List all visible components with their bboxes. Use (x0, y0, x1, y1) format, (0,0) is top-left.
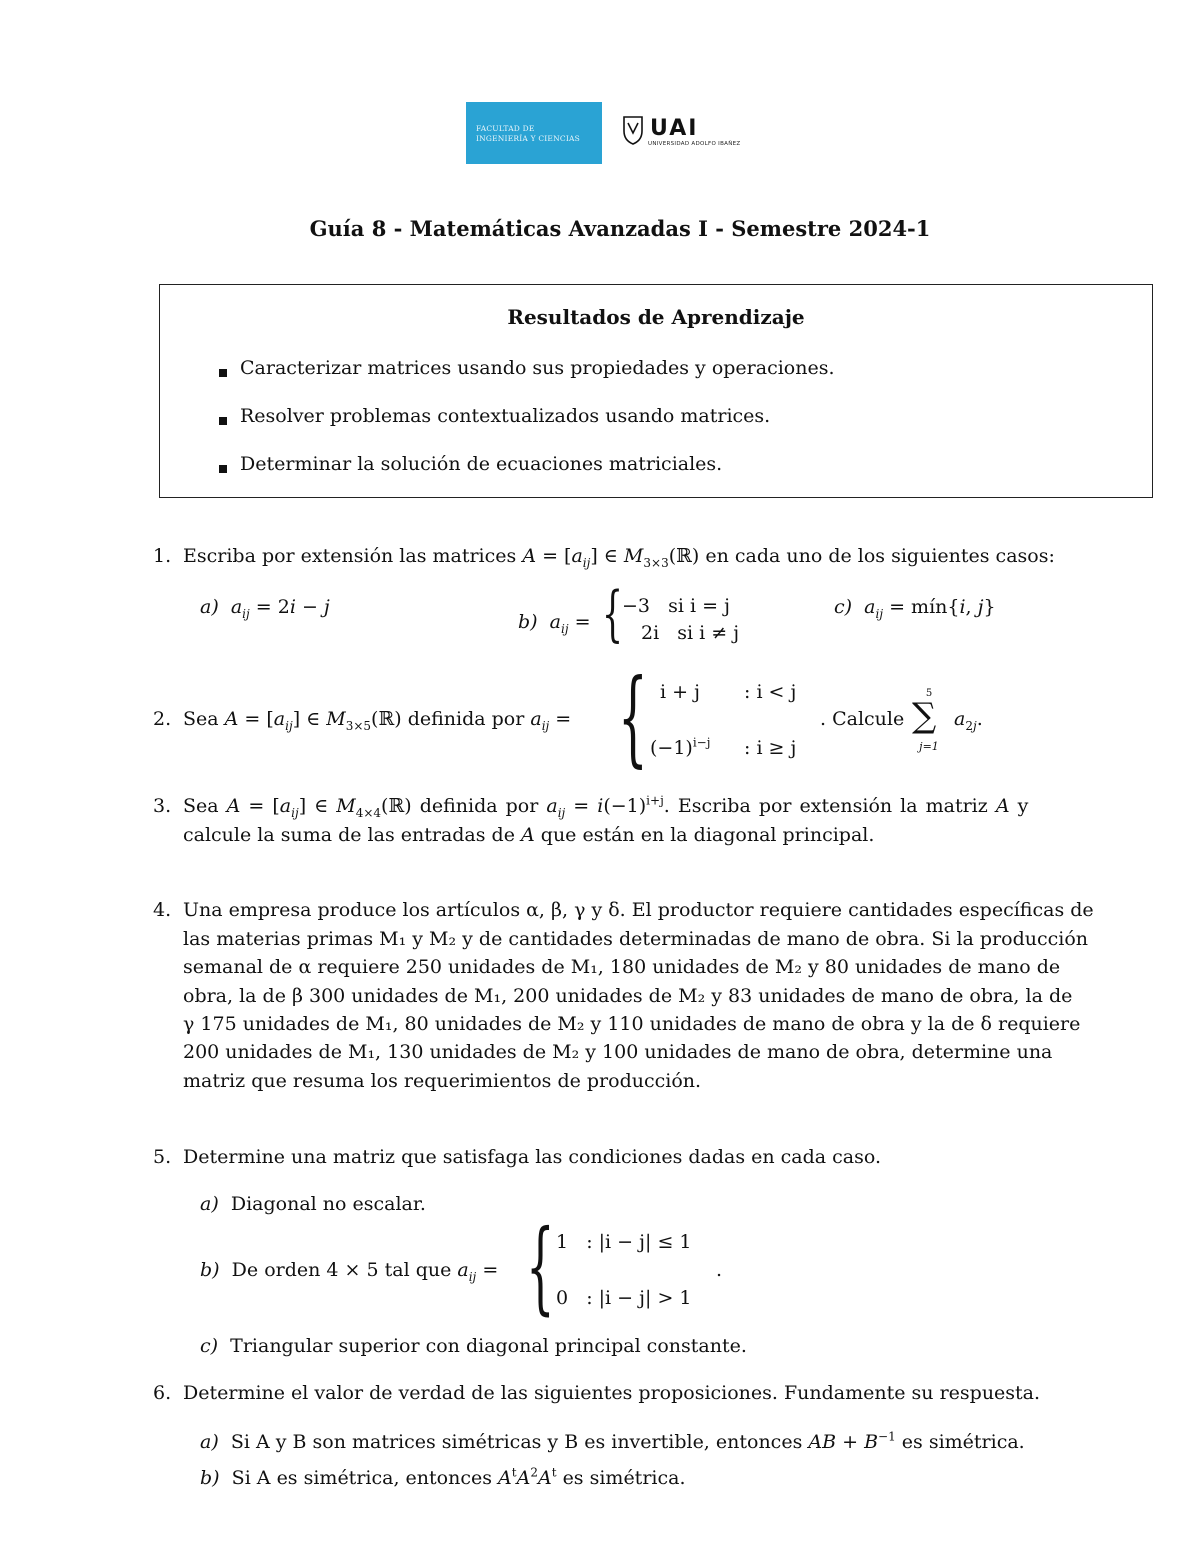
faculty-logo-line-1: FACULTAD DE (476, 124, 535, 133)
problem-5b-brace: { (526, 1208, 555, 1325)
problem-5c (200, 1332, 747, 1360)
problem-2-case-1-cond: : i < j (744, 681, 797, 703)
learning-outcome-3: Determinar la solución de ecuaciones matriciales. (240, 453, 723, 475)
learning-outcomes-box (159, 284, 1153, 498)
problem-2-case-2-value: (−1) (650, 737, 693, 759)
problem-6b: b) Si A es simétrica, entonces $A^tA^2A^t$ es simétrica. (200, 1465, 686, 1489)
problem-5b-case-2: 0 : |i − j| > 1 (556, 1287, 692, 1309)
problem-1a: a) $a_{ij} = 2i - j$ (200, 596, 330, 621)
problem-2-statement: Sea $A = [a_{ij}]$ ∈ $M_{3\times 5}(ℝ)$ definida por $a_{ij}$ = (183, 708, 572, 733)
problem-1a-label: a) (200, 596, 219, 618)
problem-1-statement: Escriba por extensión las matrices $A = [a_{ij}]$ ∈ $M_{3\times 3}(ℝ)$ en cada uno de los siguientes casos: (183, 545, 1055, 570)
problem-5b-label: b) (200, 1259, 220, 1281)
university-logo (622, 115, 756, 153)
bullet-icon (219, 417, 227, 425)
problem-1b-case-2-cond: si i ≠ j (677, 622, 740, 644)
problem-3-calcule: calcule la suma de las entradas de (183, 824, 515, 846)
problem-6-intro: Determine el valor de verdad de las siguientes proposiciones. Fundamente su respuesta. (183, 1382, 1041, 1404)
problem-5b-text: De orden 4 × 5 tal que (231, 1259, 452, 1281)
learning-outcome-1: Caracterizar matrices usando sus propiedades y operaciones. (240, 357, 835, 379)
problem-4-line-7: matriz que resuma los requerimientos de producción. (183, 1070, 702, 1092)
university-logo-text: UAI (650, 116, 699, 141)
problem-3-line-2: calcule la suma de las entradas de A que están en la diagonal principal. (183, 824, 875, 846)
problem-5b: b) De orden 4 × 5 tal que $a_{ij}$ = (200, 1259, 499, 1284)
problem-1c: c) $a_{ij}$ = mín{i, j} (834, 596, 996, 621)
problem-1-text-b: en cada uno de los siguientes casos: (705, 545, 1055, 567)
problem-2-number: 2. (153, 708, 172, 730)
problem-6b-text-1: Si A es simétrica, entonces (231, 1467, 492, 1489)
problem-2-sum-top: 5 (925, 688, 933, 699)
problem-6a: a) Si A y B son matrices simétricas y B es invertible, entonces AB + $B^{-1}$ es simétrica. (200, 1429, 1025, 1453)
problem-6a-label: a) (200, 1431, 219, 1453)
problem-1b-case-2 (641, 619, 739, 647)
problem-5a (200, 1190, 426, 1218)
problem-4-line-6: 200 unidades de M₁, 130 unidades de M₂ y 100 unidades de mano de obra, determine una (183, 1041, 1053, 1063)
problem-1b-brace: { (602, 579, 624, 649)
problem-2-brace: { (618, 656, 648, 778)
problem-5b-period: . (716, 1259, 723, 1281)
problem-1b-case-1-cond: si i = j (668, 595, 730, 617)
problem-2-case-2: $(-1)^{i-j}$ (650, 735, 711, 759)
faculty-logo-line-2: INGENIERÍA Y CIENCIAS (476, 134, 580, 143)
problem-2-calcule: . Calcule (820, 708, 905, 730)
problem-3-y: y (1017, 795, 1029, 817)
problem-2-sea: Sea (183, 708, 219, 730)
problem-2-case-1 (660, 678, 700, 706)
problem-1-text-a: Escriba por extensión las matrices (183, 545, 517, 567)
problem-5-intro: Determine una matriz que satisfaga las condiciones dadas en cada caso. (183, 1146, 882, 1168)
problem-5b-case-1: 1 : |i − j| ≤ 1 (556, 1231, 692, 1253)
problem-1b-case-2-value: 2i (641, 622, 660, 644)
problem-2-sum-term: $a_{2j}$. (954, 708, 983, 733)
problem-1b-label: b) (518, 611, 538, 633)
problem-6b-text-2: es simétrica. (562, 1467, 686, 1489)
page-title: Guía 8 - Matemáticas Avanzadas I - Semestre 2024-1 (309, 216, 931, 241)
problem-5c-text: Triangular superior con diagonal principal constante. (230, 1335, 747, 1357)
problem-2-sum-bottom: j=1 (919, 740, 939, 753)
bullet-icon (219, 369, 227, 377)
problem-3-diagonal: que están en la diagonal principal. (540, 824, 875, 846)
problem-5c-label: c) (200, 1335, 219, 1357)
learning-outcome-2: Resolver problemas contextualizados usando matrices. (240, 405, 771, 427)
problem-3-sea: Sea (183, 795, 219, 817)
faculty-logo (466, 102, 602, 164)
problem-6-number: 6. (153, 1382, 172, 1404)
problem-2-sum-icon: ∑ (912, 696, 937, 736)
problem-1b-case-1 (622, 592, 730, 620)
problem-3-definida: definida por (419, 795, 539, 817)
problem-1-number: 1. (153, 545, 172, 567)
problem-4-number: 4. (153, 899, 172, 921)
problem-4-line-3: semanal de α requiere 250 unidades de M₁, 180 unidades de M₂ y 80 unidades de mano de (183, 956, 1061, 978)
university-crest-icon (622, 115, 756, 153)
problem-1b-case-1-value: −3 (622, 595, 651, 617)
university-logo-sub: UNIVERSIDAD ADOLFO IBAÑEZ (648, 141, 741, 147)
problem-2-definida: definida por (407, 708, 525, 730)
problem-4-line-4: obra, la de β 300 unidades de M₁, 200 unidades de M₂ y 83 unidades de mano de obra, la de (183, 985, 1073, 1007)
problem-1c-label: c) (834, 596, 853, 618)
problem-6b-label: b) (200, 1467, 220, 1489)
problem-5a-text: Diagonal no escalar. (230, 1193, 426, 1215)
problem-4-line-1: Una empresa produce los artículos α, β, γ y δ. El productor requiere cantidades específicas de (183, 899, 1094, 921)
problem-4-line-2: las materias primas M₁ y M₂ y de cantidades determinadas de mano de obra. Si la producción (183, 928, 1089, 950)
learning-outcomes-title: Resultados de Aprendizaje (507, 305, 805, 329)
problem-6a-text-2: es simétrica. (901, 1431, 1025, 1453)
bullet-icon (219, 465, 227, 473)
problem-6a-text-1: Si A y B son matrices simétricas y B es invertible, entonces (230, 1431, 803, 1453)
problem-5a-label: a) (200, 1193, 219, 1215)
problem-2-case-1-value: i + j (660, 681, 700, 703)
problem-2-case-2-cond: : i ≥ j (744, 737, 797, 759)
problem-1b: b) $a_{ij}$ = (518, 611, 591, 636)
problem-4-line-5: γ 175 unidades de M₁, 80 unidades de M₂ y 110 unidades de mano de obra y la de δ requiere (183, 1013, 1081, 1035)
problem-3-number: 3. (153, 795, 172, 817)
problem-3-line-1: Sea $A = [a_{ij}]$ ∈ $M_{4\times 4}(ℝ)$ definida por $a_{ij} = i(-1)^{i+j}$. Escriba por extensión la matriz A y (183, 793, 1029, 820)
problem-5-number: 5. (153, 1146, 172, 1168)
problem-3-escriba: . Escriba por extensión la matriz (663, 795, 988, 817)
